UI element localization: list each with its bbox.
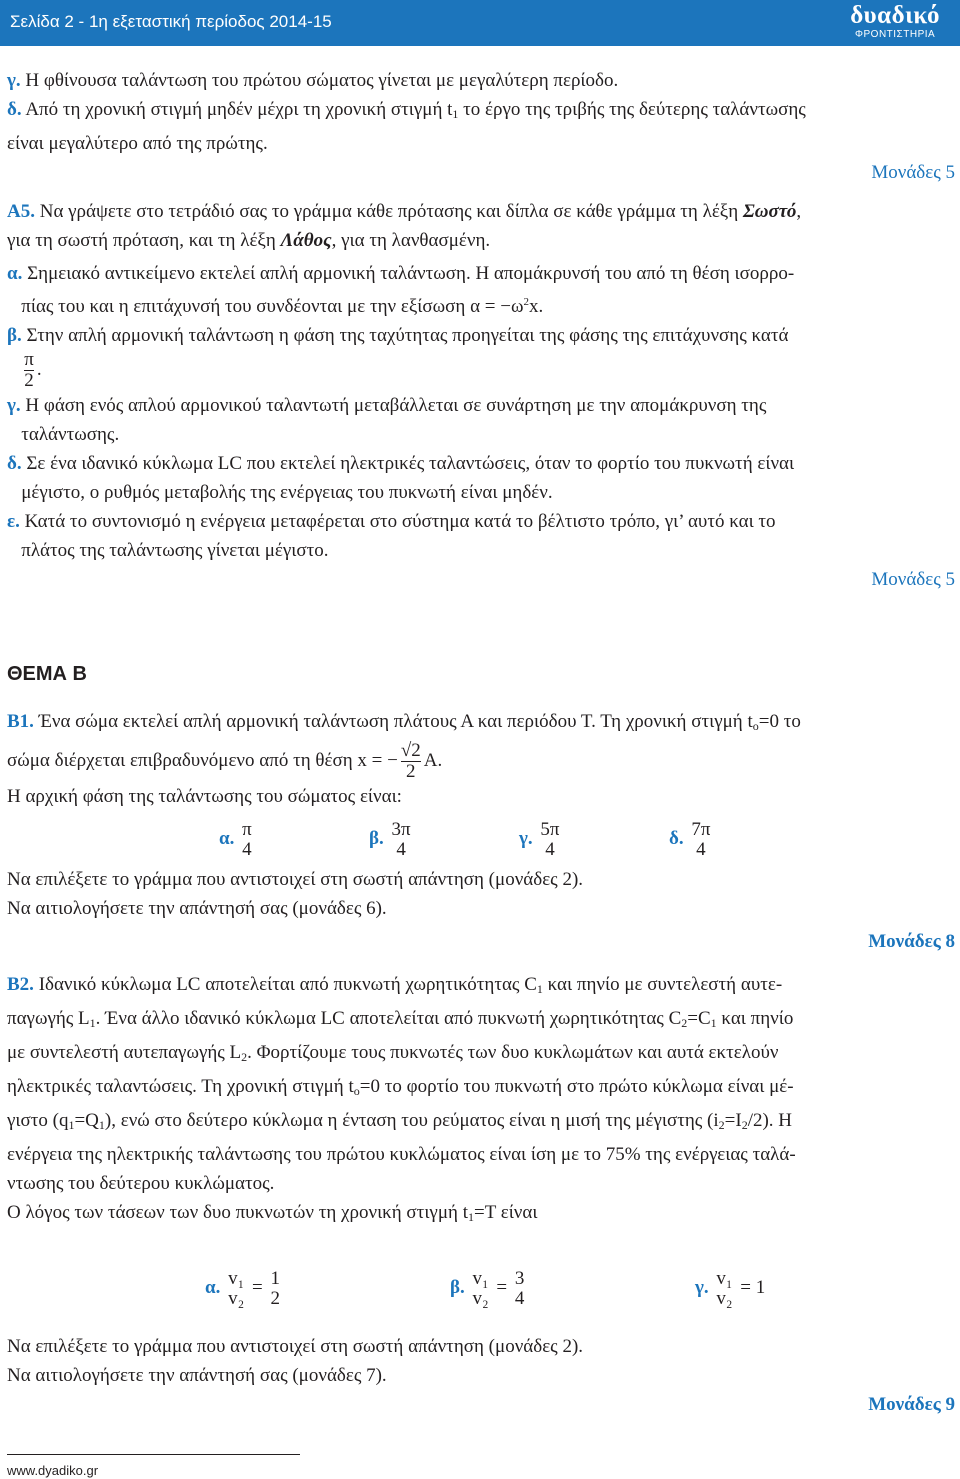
a5-intro: Α5. Να γράψετε στο τετράδιό σας το γράμμα κάθε πρότασης και δίπλα σε κάθε γράμμα τη λέξη Σωστό, [7,201,802,222]
b1-option-c: γ. 5π 4 [519,818,560,860]
a5-item-g: γ. Η φάση ενός απλού αρμονικού ταλαντωτή μεταβάλλεται σε συνάρτηση με την απομάκρυνση της [7,395,767,416]
b2-l7: ντωσης του δεύτερου κυκλώματος. [7,1173,275,1195]
b1-justify: Να αιτιολογήσετε την απάντησή σας (μονάδες 6). [7,898,387,920]
document-body [7,66,955,1419]
b2-options [7,1266,955,1310]
footer-url[interactable]: www.dyadiko.gr [7,1463,99,1478]
b2-l3: με συντελεστή αυτεπαγωγής $L_2$. Φορτίζουμε τους πυκνωτές των δυο κυκλωμάτων και αυτά εκτελούν [7,1042,779,1065]
a5-item-d: δ. Σε ένα ιδανικό κύκλωμα LC που εκτελεί ηλεκτρικές ταλαντώσεις, όταν το φορτίο του πυκνωτή είναι [7,453,795,474]
page-title: Σελίδα 2 - 1η εξεταστική περίοδος 2014-15 [10,12,332,31]
b2-l4: ηλεκτρικές ταλαντώσεις. Τη χρονική στιγμή $t_o=0$ το φορτίο του πυκνωτή στο πρώτο κύκλωμα είναι μέ- [7,1076,794,1099]
b1-marks: Μονάδες 8 [868,931,955,953]
a4-item-d-cont: είναι μεγαλύτερο από της πρώτης. [7,133,268,154]
b1-text-position: σώμα διέρχεται επιβραδυνόμενο από τη θέση x = − $\frac{√2}{2}$ Α. [7,740,443,783]
b1-options [7,817,955,861]
b1-option-d: δ. 7π 4 [669,818,711,860]
b2-l6: ενέργεια της ηλεκτρικής ταλάντωσης του πρώτου κυκλώματος είναι ίση με το 75% της ενέργειας ταλά- [7,1144,796,1166]
theme-b-heading: ΘΕΜΑ Β [7,663,87,685]
a5-item-a: α. Σημειακό αντικείμενο εκτελεί απλή αρμονική ταλάντωση. Η απομάκρυνσή του από τη θέση ισορρο- [7,263,795,284]
b2-l2: παγωγής $L_1$. Ένα άλλο ιδανικό κύκλωμα LC αποτελείται από πυκνωτή χωρητικότητας $C_2=C_1$ και πηνίο [7,1008,794,1031]
a5-item-e-cont: πλάτος της ταλάντωσης γίνεται μέγιστο. [21,540,329,561]
a5-item-d-cont: μέγιστο, ο ρυθμός μεταβολής της ενέργειας του πυκνωτή είναι μηδέν. [21,482,553,503]
a5-intro-cont: για τη σωστή πρόταση, και τη λέξη Λάθος, για τη λανθασμένη. [7,230,491,251]
b1-choose: Να επιλέξετε το γράμμα που αντιστοιχεί στη σωστή απάντηση (μονάδες 2). [7,869,584,891]
a4-marks: Μονάδες 5 [871,162,955,183]
a5-item-b-frac: $\frac{\pi}{2}$ . [24,349,42,391]
b2-marks: Μονάδες 9 [868,1394,955,1416]
a5-item-e: ε. Κατά το συντονισμό η ενέργεια μεταφέρεται στο σύστημα κατά το βέλτιστο τρόπο, γι’ αυτό και το [7,511,776,532]
b2-justify: Να αιτιολογήσετε την απάντησή σας (μονάδες 7). [7,1365,387,1387]
a5-item-g-cont: ταλάντωσης. [21,424,120,445]
b2-l1: Β2. Ιδανικό κύκλωμα LC αποτελείται από πυκνωτή χωρητικότητας $C_1$ και πηνίο με συντελεστή αυτε- [7,974,783,997]
a5-marks: Μονάδες 5 [871,569,955,590]
b1-option-a: α. π 4 [219,818,252,860]
b2-l5: γιστο $(q_1=Q_1)$, ενώ στο δεύτερο κύκλωμα η ένταση του ρεύματος είναι η μισή της μέγιστης $(i_2=I_2/2)$. Η [7,1110,793,1133]
a5-item-a-cont: πίας του και η επιτάχυνσή του συνδέονται με την εξίσωση $\alpha = -\omega^2x$. [21,296,544,317]
b1-question: Η αρχική φάση της ταλάντωσης του σώματος είναι: [7,786,402,808]
b1-option-b: β. 3π 4 [369,818,411,860]
sqrt2-over-2: $\frac{√2}{2}$ [400,740,421,783]
b2-option-b: β. v₁ v₂ = 3 4 [450,1267,525,1309]
logo-name: δυαδικό [850,2,940,29]
a4-item-g: γ. Η φθίνουσα ταλάντωση του πρώτου σώματος γίνεται με μεγαλύτερη περίοδο. [7,70,619,91]
pi-over-2: $\frac{\pi}{2}$ [24,349,34,391]
b1-text: Β1. Ένα σώμα εκτελεί απλή αρμονική ταλάντωση πλάτους Α και περιόδου Τ. Τη χρονική στιγμή $t_o=0$ το [7,711,801,733]
b2-l8: Ο λόγος των τάσεων των δυο πυκνωτών τη χρονική στιγμή $t_1=T$ είναι [7,1202,538,1225]
b2-option-c: γ. v₁ v₂ = 1 [695,1267,766,1309]
page-header [0,0,960,46]
a5-item-b: β. Στην απλή αρμονική ταλάντωση η φάση της ταχύτητας προηγείται της φάσης της επιτάχυνσης κατά [7,325,789,346]
footer [7,1454,300,1478]
a4-item-d: δ. Από τη χρονική στιγμή μηδέν μέχρι τη χρονική στιγμή $t_1$ το έργο της τριβής της δεύτερης ταλάντωσης [7,99,806,121]
b2-choose: Να επιλέξετε το γράμμα που αντιστοιχεί στη σωστή απάντηση (μονάδες 2). [7,1336,584,1358]
b2-option-a: α. v₁ v₂ = 1 2 [205,1267,280,1309]
logo [850,3,940,40]
logo-subtitle: ΦΡΟΝΤΙΣΤΗΡΙΑ [855,29,936,40]
